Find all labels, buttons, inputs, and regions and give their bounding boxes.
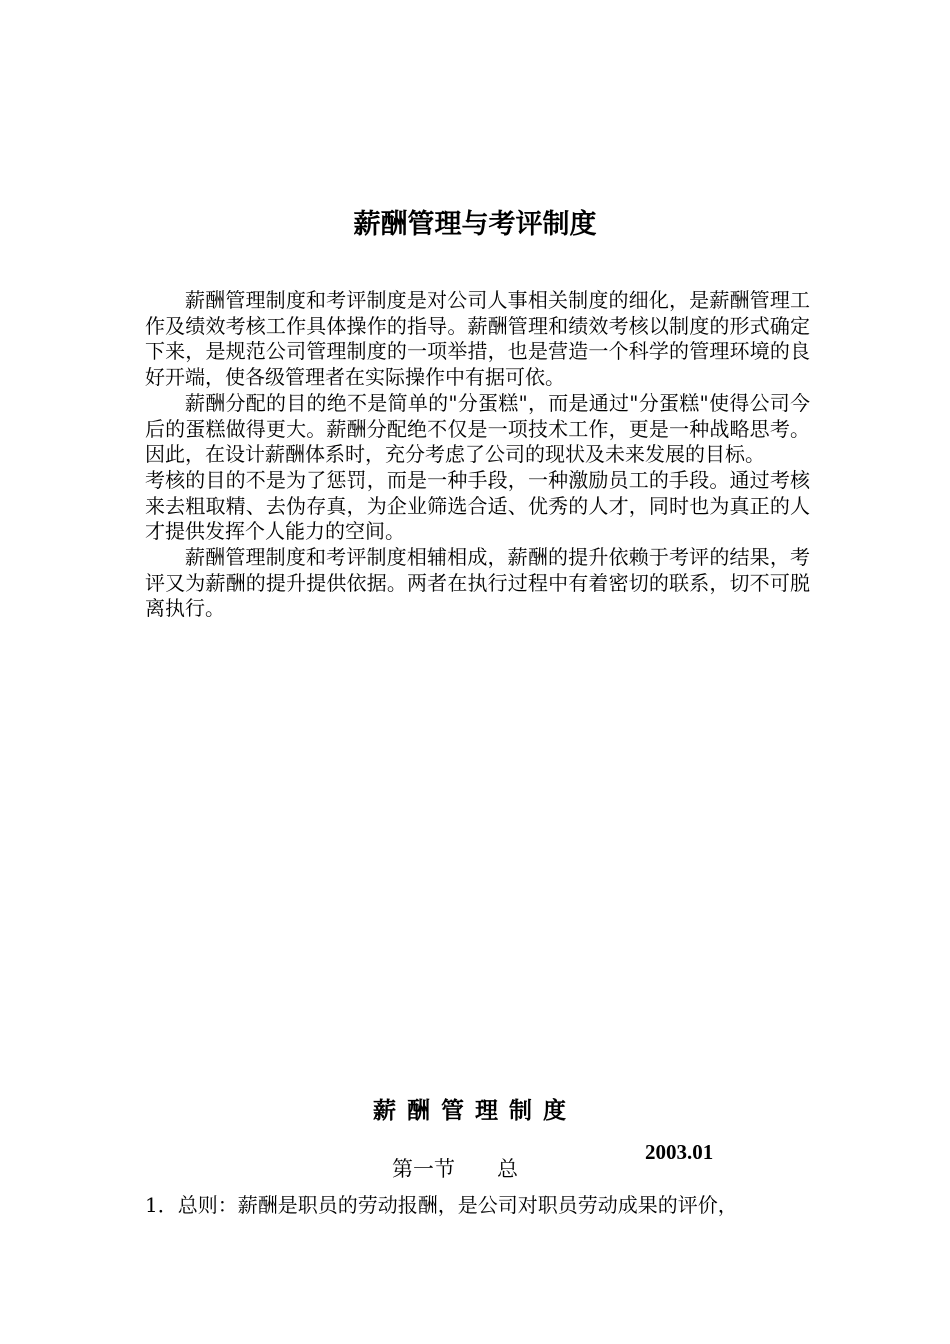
intro-text: [145, 288, 810, 622]
intro-paragraph: 薪酬管理制度和考评制度是对公司人事相关制度的细化，是薪酬管理工作及绩效考核工作具体操作的指导。薪酬管理和绩效考核以制度的形式确定下来，是规范公司管理制度的一项举措，也是营造一个科学的管理环境的良好开端，使各级管理者在实际操作中有据可依。: [145, 288, 810, 390]
intro-paragraph: 考核的目的不是为了惩罚，而是一种手段，一种激励员工的手段。通过考核来去粗取精、去伪存真，为企业筛选合适、优秀的人才，同时也为真正的人才提供发挥个人能力的空间。: [145, 467, 810, 544]
chapter-heading: 第一节 总: [392, 1157, 518, 1181]
document-title: 薪酬管理与考评制度: [353, 209, 597, 240]
document-date: 2003.01: [645, 1140, 714, 1164]
section-title: 薪酬管理制度: [373, 1098, 577, 1124]
intro-paragraph: 薪酬管理制度和考评制度相辅相成，薪酬的提升依赖于考评的结果，考评又为薪酬的提升提供依据。两者在执行过程中有着密切的联系，切不可脱离执行。: [145, 545, 810, 621]
first-clause: 1．总则：薪酬是职员的劳动报酬，是公司对职员劳动成果的评价，: [145, 1193, 738, 1217]
intro-paragraph: 薪酬分配的目的绝不是简单的"分蛋糕"，而是通过"分蛋糕"使得公司今后的蛋糕做得更大。薪酬分配绝不仅是一项技术工作，更是一种战略思考。因此，在设计薪酬体系时，充分考虑了公司的现状及未来发展的目标。: [145, 390, 810, 467]
